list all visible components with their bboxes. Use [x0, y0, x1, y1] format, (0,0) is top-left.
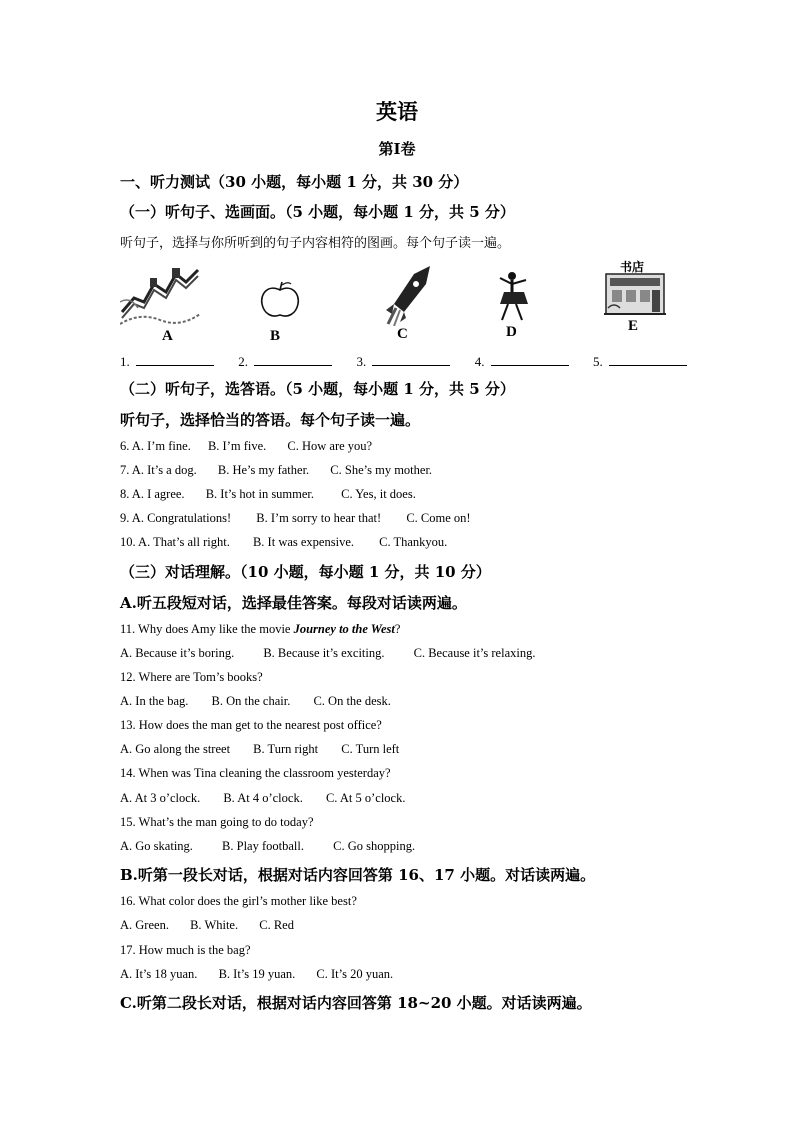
option-c: C. Thankyou. — [379, 535, 448, 549]
question-7 — [120, 463, 432, 478]
question-6 — [120, 439, 372, 454]
question-13-options — [120, 742, 399, 757]
question-14-text: 14. When was Tina cleaning the classroom yesterday? — [120, 766, 391, 780]
question-11-post: ? — [394, 622, 401, 636]
option-c: C. Because it’s relaxing. — [413, 646, 536, 660]
option-c: C. It’s 20 yuan. — [316, 967, 394, 981]
option-a: 6. A. I’m fine. — [120, 439, 191, 453]
option-b: B. I’m five. — [207, 439, 267, 453]
section3-partB-instruction: B.听第一段长对话，根据对话内容回答第 16、17 小题。对话读两遍。 — [120, 866, 596, 884]
option-b: B. Because it’s exciting. — [263, 646, 385, 660]
option-b: B. He’s my father. — [217, 463, 310, 477]
blank-label-1: 1. — [120, 354, 130, 369]
question-11-text — [120, 622, 400, 637]
blank-line-5[interactable] — [609, 353, 687, 366]
blank-label-4: 4. — [474, 354, 485, 369]
option-b: B. It’s 19 yuan. — [218, 967, 296, 981]
question-17-options — [120, 967, 393, 982]
dancer-icon — [494, 270, 534, 322]
volume-title: 第Ⅰ卷 — [378, 140, 416, 158]
option-a: A. It’s 18 yuan. — [120, 967, 198, 981]
option-b: B. White. — [190, 918, 239, 932]
option-b: B. On the chair. — [211, 694, 291, 708]
question-15-text: 15. What’s the man going to do today? — [120, 815, 314, 829]
page-title: 英语 — [376, 99, 418, 124]
blank-label-2: 2. — [238, 354, 248, 369]
option-b: B. I’m sorry to hear that! — [256, 511, 382, 525]
option-a: 7. A. It’s a dog. — [120, 463, 197, 477]
option-c: C. Yes, it does. — [341, 487, 416, 501]
blank-line-1[interactable] — [136, 353, 214, 366]
part1-heading: 一、听力测试（30 小题，每小题 1 分，共 30 分） — [120, 173, 469, 191]
option-c: C. How are you? — [287, 439, 373, 453]
option-b: B. It’s hot in summer. — [205, 487, 315, 501]
option-c: C. Turn left — [341, 742, 400, 756]
question-16-options — [120, 918, 294, 933]
section1-instruction: 听句子，选择与你所听到的句子内容相符的图画。每个句子读一遍。 — [120, 236, 511, 251]
option-b: B. Play football. — [222, 839, 304, 853]
question-16-text: 16. What color does the girl’s mother like best? — [120, 894, 357, 908]
blank-line-4[interactable] — [491, 353, 569, 366]
section3-heading: （三）对话理解。（10 小题，每小题 1 分，共 10 分） — [120, 563, 491, 581]
picture-label-c: C — [397, 326, 408, 342]
option-a: A. Go along the street — [120, 742, 231, 756]
option-a: 10. A. That’s all right. — [120, 535, 230, 549]
great-wall-icon — [120, 262, 200, 326]
question-12-text: 12. Where are Tom’s books? — [120, 670, 263, 684]
bookstore-icon — [604, 258, 666, 316]
question-9 — [120, 511, 471, 526]
option-b: B. It was expensive. — [252, 535, 354, 549]
answer-blanks — [120, 353, 687, 370]
movie-title: Journey to the West — [293, 622, 395, 636]
question-14-options — [120, 791, 405, 806]
section2-instruction: 听句子，选择恰当的答语。每个句子读一遍。 — [120, 411, 421, 429]
picture-label-a: A — [162, 328, 173, 344]
blank-line-2[interactable] — [254, 353, 332, 366]
option-c: C. On the desk. — [313, 694, 391, 708]
option-a: A. At 3 o’clock. — [120, 791, 201, 805]
blank-label-5: 5. — [593, 354, 603, 369]
question-12-options — [120, 694, 391, 709]
option-a: A. In the bag. — [120, 694, 189, 708]
section3-partC-instruction: C.听第二段长对话，根据对话内容回答第 18~20 小题。对话读两遍。 — [120, 994, 592, 1012]
question-8 — [120, 487, 416, 502]
blank-line-3[interactable] — [372, 353, 450, 366]
question-11-pre: 11. Why does Amy like the movie — [120, 622, 294, 636]
section2-heading: （二）听句子，选答语。（5 小题，每小题 1 分，共 5 分） — [120, 380, 515, 398]
picture-label-e: E — [628, 318, 639, 334]
section3-partA-instruction: A.听五段短对话，选择最佳答案。每段对话读两遍。 — [120, 594, 467, 612]
option-a: A. Go skating. — [120, 839, 193, 853]
question-15-options — [120, 839, 415, 854]
question-11-options — [120, 646, 535, 661]
rocket-icon — [384, 264, 434, 326]
option-a: A. Because it’s boring. — [120, 646, 235, 660]
option-c: C. Come on! — [406, 511, 471, 525]
option-b: B. At 4 o’clock. — [223, 791, 303, 805]
option-c: C. Go shopping. — [333, 839, 416, 853]
question-10 — [120, 535, 447, 550]
option-c: C. Red — [259, 918, 294, 932]
option-a: 8. A. I agree. — [120, 487, 185, 501]
question-13-text: 13. How does the man get to the nearest post office? — [120, 718, 382, 732]
option-a: A. Green. — [120, 918, 169, 932]
question-17-text: 17. How much is the bag? — [120, 943, 251, 957]
option-c: C. At 5 o’clock. — [325, 791, 406, 805]
option-a: 9. A. Congratulations! — [120, 511, 232, 525]
apple-icon — [258, 280, 302, 320]
option-b: B. Turn right — [253, 742, 319, 756]
picture-label-d: D — [506, 324, 517, 340]
bookstore-sign: 书店 — [620, 260, 645, 274]
picture-label-b: B — [270, 328, 281, 344]
option-c: C. She’s my mother. — [330, 463, 433, 477]
section1-heading: （一）听句子、选画面。（5 小题，每小题 1 分，共 5 分） — [120, 203, 515, 221]
blank-label-3: 3. — [356, 354, 367, 369]
